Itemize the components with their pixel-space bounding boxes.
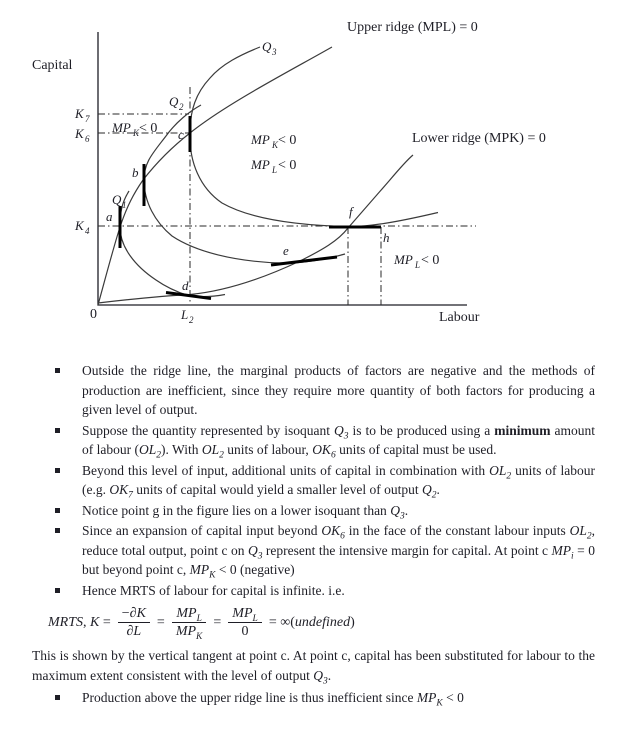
bullet-square-icon xyxy=(55,428,60,433)
bullet-text: Beyond this level of input, additional units of capital in combination with $OL_2$ units of labour (e.g. $OK_7$ units of capital would yield a smaller level of output $Q_2$. xyxy=(82,462,595,501)
mrts-formula xyxy=(48,605,595,640)
y-axis-title: Capital xyxy=(32,58,73,73)
point-h: h xyxy=(383,230,390,245)
label-q2-sub: 2 xyxy=(179,102,184,112)
point-a: a xyxy=(106,209,113,224)
formula-fraction-mpl-mpk xyxy=(172,605,207,640)
tick-k4: K xyxy=(75,218,84,233)
tangent-e xyxy=(271,257,337,265)
region-inside-bottom-sub: L xyxy=(272,165,278,175)
formula-denominator: $MP_K$ xyxy=(175,624,203,642)
equals-sign: = xyxy=(213,614,222,630)
region-upper-left xyxy=(111,120,157,138)
bullet-text: Notice point g in the figure lies on a lower isoquant than $Q_3$. xyxy=(82,502,409,522)
point-c: c xyxy=(178,127,184,142)
region-inside-bottom-rest: < 0 xyxy=(278,158,297,173)
bullet-item xyxy=(32,688,595,708)
region-inside-top-rest: < 0 xyxy=(278,133,297,148)
notes-text xyxy=(0,345,622,708)
bullet-square-icon xyxy=(55,508,60,513)
formula-numerator: $MP_L$ xyxy=(172,605,207,623)
region-upper-left-rest: < 0 xyxy=(139,121,158,136)
region-upper-left-sub: K xyxy=(133,128,140,138)
bullet-text: Production above the upper ridge line is thus inefficient since $MP_K < 0$ xyxy=(82,690,464,709)
label-q3: Q xyxy=(262,39,272,54)
point-e: e xyxy=(283,243,289,258)
region-inside-bottom-mp: MP xyxy=(251,157,270,172)
label-q1: Q xyxy=(112,192,122,207)
guide-lines xyxy=(98,87,476,305)
diagram-svg xyxy=(0,0,622,345)
bullet-square-icon xyxy=(55,368,60,373)
bullet-item xyxy=(32,581,595,601)
upper-ridge-label: Upper ridge (MPL) = 0 xyxy=(347,20,478,35)
point-d: d xyxy=(182,278,189,293)
formula-denominator: ∂L xyxy=(126,624,142,639)
region-lower-right-sub: L xyxy=(415,260,421,270)
tick-k7-sub: 7 xyxy=(85,114,90,124)
isoquant-q3-curve xyxy=(190,47,438,227)
bullet-item xyxy=(32,461,595,500)
formula-tail: = ∞(undefined) xyxy=(268,614,355,630)
isoquant-ridge-diagram xyxy=(0,0,622,345)
isoquant-q1-curve xyxy=(120,191,225,297)
region-lower-right-rest: < 0 xyxy=(421,253,440,268)
x-axis-title: Labour xyxy=(439,310,480,325)
region-inside-top xyxy=(250,132,296,150)
tick-k4-sub: 4 xyxy=(85,226,90,236)
point-b: b xyxy=(132,165,139,180)
bullet-square-icon xyxy=(55,588,60,593)
tick-k6: K xyxy=(75,126,84,141)
region-lower-right xyxy=(393,252,439,270)
bullet-item xyxy=(32,521,595,580)
bullet-text: Suppose the quantity represented by isoquant $Q_3$ is to be produced using a minimum amount of labour $(OL_2)$. With $OL_2$ units of labour, $OK_6$ units of capital must be used. xyxy=(82,422,595,461)
region-inside-top-sub: K xyxy=(272,140,279,150)
formula-fraction-mpl-zero xyxy=(228,605,262,640)
label-q3-sub: 3 xyxy=(272,47,277,57)
bullet-text: Hence MRTS of labour for capital is infinite. i.e. xyxy=(82,582,345,598)
bullet-item xyxy=(32,361,595,420)
region-inside-bottom xyxy=(250,157,296,175)
explanatory-paragraph: This is shown by the vertical tangent at point c. At point c, capital has been substituted for labour to the maximum extent consistent with the level of output $Q_3$. xyxy=(32,648,595,687)
equals-sign: = xyxy=(156,614,165,630)
formula-lhs: MRTS, K = xyxy=(48,614,111,630)
bullet-square-icon xyxy=(55,695,60,700)
point-f: f xyxy=(349,204,353,219)
formula-denominator: 0 xyxy=(241,624,249,639)
tick-k7: K xyxy=(75,106,84,121)
formula-numerator: $MP_L$ xyxy=(228,605,262,623)
tick-l2: L xyxy=(181,307,189,322)
bullet-text: Since an expansion of capital input beyond $OK_6$ in the face of the constant labour inputs $OL_2$, reduce total output, point c on $Q_3$ represent the intensive margin for capital. At point c $MP_i = 0$ but beyond point c, $MP_K < 0$ (negative) xyxy=(82,523,595,581)
formula-numerator: −∂K xyxy=(118,605,150,623)
bullet-text: Outside the ridge line, the marginal products of factors are negative and the methods of production are inefficient, since they require more quantity of both factors for producing a given level of output. xyxy=(82,363,595,417)
isoquant-q2-curve xyxy=(144,105,345,263)
formula-fraction-dk-dl xyxy=(118,605,150,640)
label-q2: Q xyxy=(169,94,179,109)
origin-label: 0 xyxy=(90,307,97,322)
label-q1-sub: 1 xyxy=(122,200,127,210)
tick-l2-sub: 2 xyxy=(189,315,194,325)
lower-ridge-label: Lower ridge (MPK) = 0 xyxy=(412,131,546,146)
bullet-item xyxy=(32,501,595,521)
region-lower-right-mp: MP xyxy=(394,252,413,267)
tick-k6-sub: 6 xyxy=(85,134,90,144)
bullet-square-icon xyxy=(55,528,60,533)
region-upper-left-mp: MP xyxy=(112,120,131,135)
bullet-item xyxy=(32,421,595,460)
bullet-square-icon xyxy=(55,468,60,473)
region-inside-top-mp: MP xyxy=(251,132,270,147)
